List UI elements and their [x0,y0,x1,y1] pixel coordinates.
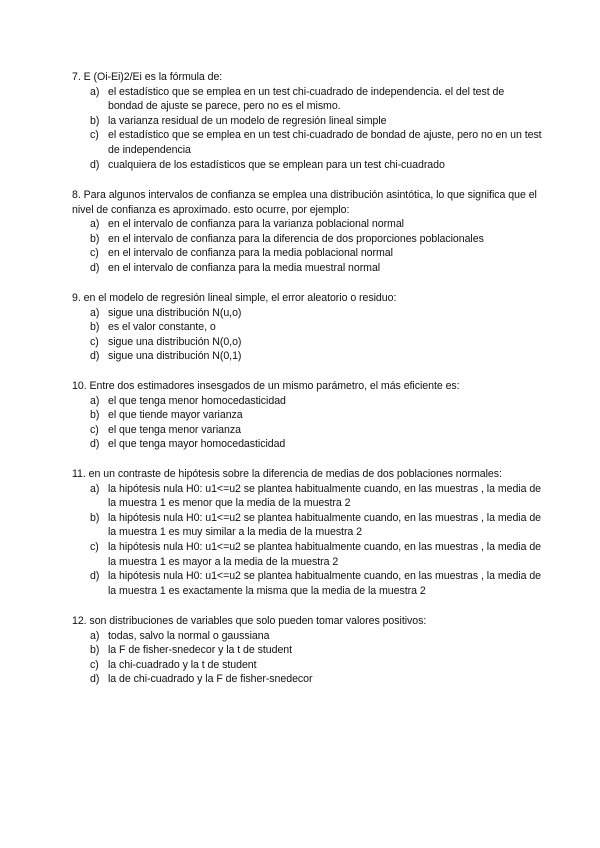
option-text: cualquiera de los estadísticos que se emplean para un test chi-cuadrado [108,158,445,171]
option-d [72,349,542,364]
question-10 [72,379,542,452]
option-text: el que tenga menor homocedasticidad [108,394,286,407]
option-label: a) [90,218,100,231]
option-text: la hipótesis nula H0: u1<=u2 se plantea habitualmente cuando, en las muestras , la media de la muestra 1 es exactamente la misma que la media de la muestra 2 [108,570,542,597]
option-d [72,569,542,598]
option-label: b) [90,409,100,422]
question-9 [72,291,542,364]
option-text: la varianza residual de un modelo de regresión lineal simple [108,114,387,127]
option-c [72,128,542,157]
option-text: es el valor constante, o [108,321,216,334]
option-a [72,306,542,321]
question-12 [72,614,542,687]
option-a [72,85,542,114]
option-label: d) [90,350,100,363]
option-text: la hipótesis nula H0: u1<=u2 se plantea habitualmente cuando, en las muestras , la media de la muestra 1 es menor que la media de la muestra 2 [108,482,542,510]
option-label: d) [90,261,100,274]
option-b [72,408,542,423]
option-c [72,335,542,350]
option-label: a) [90,482,100,495]
option-text: la hipótesis nula H0: u1<=u2 se plantea habitualmente cuando, en las muestras , la media de la muestra 1 es mayor a la media de la muestra 2 [108,540,542,568]
question-text: 7. E (Oi-Ei)2/Ei es la fórmula de: [72,71,223,83]
option-text: la hipótesis nula H0: u1<=u2 se plantea habitualmente cuando, en las muestras , la media de la muestra 1 es muy similar a la media de la muestra 2 [108,511,542,539]
option-text: en el intervalo de confianza para la media muestral normal [108,261,381,274]
option-d [72,672,542,687]
option-text: el estadístico que se emplea en un test chi-cuadrado de bondad de ajuste, pero no en un test de independencia [108,129,542,156]
option-d [72,158,542,173]
option-a [72,629,542,644]
option-c [72,540,542,569]
option-label: a) [90,306,100,319]
option-d [72,437,542,452]
option-text: sigue una distribución N(0,1) [108,350,242,363]
option-b [72,232,542,247]
option-label: b) [90,232,100,245]
option-label: c) [90,423,99,436]
option-label: a) [90,394,100,407]
option-text: sigue una distribución N(0,o) [108,335,242,348]
option-text: la de chi-cuadrado y la F de fisher-snedecor [108,673,313,686]
option-c [72,246,542,261]
option-label: c) [90,540,99,553]
option-text: el que tiende mayor varianza [108,409,243,422]
question-text: 10. Entre dos estimadores insesgados de un mismo parámetro, el más eficiente es: [72,380,460,392]
option-text: en el intervalo de confianza para la diferencia de dos proporciones poblacionales [108,232,484,245]
option-label: b) [90,321,100,334]
question-7 [72,70,542,172]
option-d [72,261,542,276]
question-text: 11. en un contraste de hipótesis sobre la diferencia de medias de dos poblaciones normales: [72,468,502,480]
option-text: la F de fisher-snedecor y la t de student [108,644,293,657]
option-label: c) [90,335,99,348]
option-a [72,394,542,409]
option-text: el estadístico que se emplea en un test chi-cuadrado de independencia. el del test de bondad de ajuste se parece, pero no es el mismo. [108,85,505,113]
option-label: d) [90,570,100,583]
question-8 [72,188,542,276]
option-text: en el intervalo de confianza para la varianza poblacional normal [108,218,404,231]
option-text: todas, salvo la normal o gaussiana [108,629,270,642]
option-label: a) [90,629,100,642]
option-label: b) [90,644,100,657]
question-11 [72,467,542,598]
question-text: 8. Para algunos intervalos de confianza se emplea una distribución asintótica, lo que significa que el nivel de confianza es aproximado. esto ocurre, por ejemplo: [72,189,537,216]
option-label: d) [90,158,100,171]
option-label: b) [90,511,100,524]
option-text: la chi-cuadrado y la t de student [108,658,257,671]
option-label: c) [90,247,99,260]
option-b [72,114,542,129]
option-c [72,423,542,438]
question-text: 9. en el modelo de regresión lineal simple, el error aleatorio o residuo: [72,292,397,304]
option-c [72,658,542,673]
option-label: b) [90,114,100,127]
option-a [72,482,542,511]
option-b [72,643,542,658]
option-b [72,511,542,540]
option-text: en el intervalo de confianza para la media poblacional normal [108,247,393,260]
option-label: d) [90,438,100,451]
question-text: 12. son distribuciones de variables que solo pueden tomar valores positivos: [72,615,427,627]
option-label: a) [90,85,100,98]
option-label: c) [90,129,99,142]
option-text: sigue una distribución N(u,o) [108,306,242,319]
option-a [72,217,542,232]
option-b [72,320,542,335]
option-label: d) [90,673,100,686]
option-text: el que tenga mayor homocedasticidad [108,438,286,451]
option-label: c) [90,658,99,671]
option-text: el que tenga menor varianza [108,423,241,436]
